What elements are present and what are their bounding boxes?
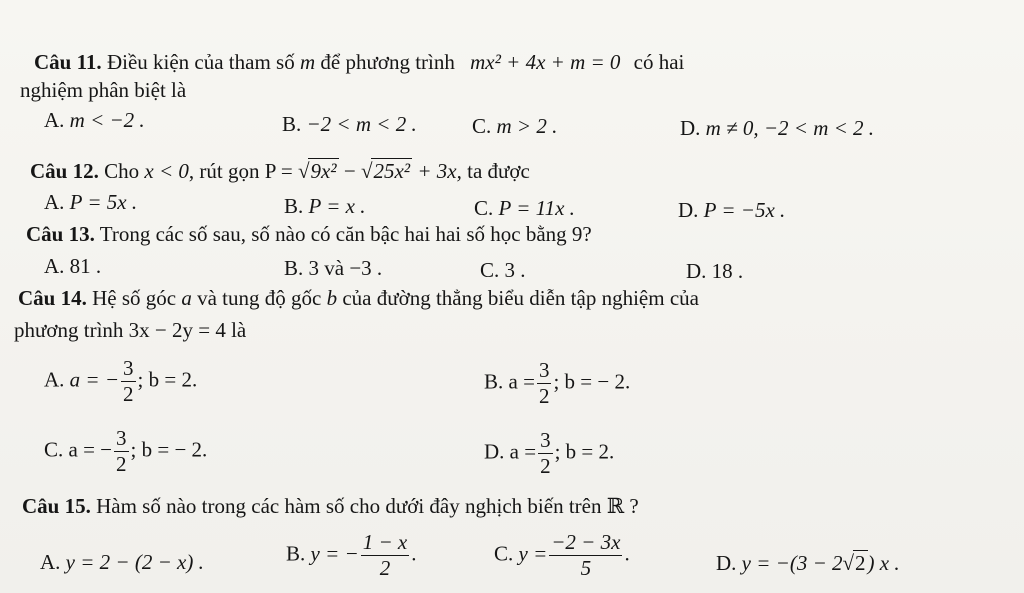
question-13-option-d <box>686 259 743 284</box>
option-key: D. <box>678 198 699 222</box>
question-14-option-a <box>44 358 197 405</box>
option-post: ; b = − 2. <box>130 437 208 462</box>
fraction-denominator: 2 <box>540 454 551 478</box>
question-12-stem-b: , rút gọn <box>188 159 260 183</box>
question-14-stem-b: và tung độ gốc <box>197 286 322 310</box>
option-key: A. <box>40 550 61 574</box>
option-post: ; b = 2. <box>554 439 615 464</box>
sqrt-icon: √ <box>297 159 310 183</box>
question-12-expr-tail: + 3x, <box>417 159 462 183</box>
option-pre: a = <box>508 369 535 394</box>
option-text: m ≠ 0, −2 < m < 2 . <box>705 116 875 140</box>
option-post: ; b = 2. <box>137 367 198 392</box>
question-14-option-b <box>484 360 630 407</box>
question-12-minus: − <box>343 159 356 183</box>
option-post: ; b = − 2. <box>553 369 631 394</box>
fraction-denominator: 2 <box>379 556 391 580</box>
fraction-denominator: 2 <box>538 384 550 408</box>
question-15-option-b <box>286 532 416 579</box>
option-key: D. <box>680 116 701 140</box>
question-15-label: Câu 15. <box>22 494 91 518</box>
question-12-line-1 <box>30 158 530 184</box>
option-text: P = x . <box>308 194 366 218</box>
question-15-option-a <box>40 550 204 575</box>
question-11-var-m: m <box>299 50 316 74</box>
question-11-option-d <box>680 116 874 141</box>
question-14-stem-a: Hệ số góc <box>92 286 177 310</box>
option-key: D. <box>716 551 737 575</box>
option-pre: a = − <box>69 367 120 392</box>
option-text: P = 11x . <box>498 196 575 220</box>
fraction-denominator: 2 <box>116 452 127 476</box>
fraction-numerator: −2 − 3x <box>551 530 621 554</box>
fraction-denominator: 2 <box>123 382 134 406</box>
fraction <box>537 360 552 407</box>
option-post: . <box>624 541 630 566</box>
question-12-radicand-1: 9x² <box>310 159 337 183</box>
question-14-line-2 <box>14 318 246 343</box>
sqrt-icon: √ <box>360 159 373 183</box>
question-11-option-a <box>44 108 145 133</box>
sqrt-icon: √ <box>842 551 855 575</box>
question-12-option-b <box>284 194 365 219</box>
question-15-option-d <box>716 550 900 576</box>
option-key: C. <box>44 437 64 462</box>
fraction-numerator: 3 <box>540 428 551 452</box>
option-key: C. <box>480 258 500 282</box>
question-15-option-c <box>494 532 630 579</box>
question-12-radicand-2: 25x² <box>373 159 411 183</box>
option-pre: a = − <box>68 437 113 462</box>
question-14-option-c <box>44 428 207 475</box>
option-pre: y = − <box>310 541 359 566</box>
question-11-stem-a: Điều kiện của tham số <box>106 50 295 74</box>
question-13-line-1 <box>26 222 592 247</box>
question-11-option-b <box>282 112 417 137</box>
question-14-stem-line2-b: là <box>231 318 247 342</box>
option-post: ) x . <box>867 551 900 575</box>
question-15-line-1 <box>22 494 639 519</box>
option-text: P = 5x . <box>69 190 138 214</box>
option-key: A. <box>44 367 65 392</box>
question-12-option-c <box>474 196 575 221</box>
option-text: 3 và −3 . <box>308 256 383 280</box>
question-11-label: Câu 11. <box>34 50 102 74</box>
fraction <box>361 532 410 579</box>
question-14-var-a: a <box>181 286 192 310</box>
question-14-stem-line2-a: phương trình <box>14 318 124 342</box>
fraction-numerator: 3 <box>538 358 550 382</box>
fraction <box>114 428 129 475</box>
question-12-stem-c: ta được <box>467 159 530 183</box>
question-12-stem-a: Cho <box>104 159 140 183</box>
question-11-stem-b: để phương trình <box>320 50 455 74</box>
option-pre: y = <box>518 541 548 566</box>
question-11-stem-c: có hai <box>633 50 685 74</box>
option-key: A. <box>44 108 65 132</box>
question-14-stem-c: của đường thẳng biểu diễn tập nghiệm của <box>342 286 699 310</box>
fraction <box>549 532 622 579</box>
option-pre: a = <box>509 439 537 464</box>
question-14-label: Câu 14. <box>18 286 87 310</box>
option-key: A. <box>44 190 65 214</box>
question-14-option-d <box>484 430 614 477</box>
question-13-option-a <box>44 254 101 279</box>
option-text: −2 < m < 2 . <box>306 112 417 136</box>
question-13-stem: Trong các số sau, số nào có căn bậc hai hai số học bằng 9? <box>99 222 592 246</box>
question-11-equation: mx² + 4x + m = 0 <box>470 50 621 74</box>
question-15-stem: Hàm số nào trong các hàm số cho dưới đây nghịch biến trên ℝ ? <box>96 494 639 518</box>
option-key: B. <box>286 541 306 566</box>
option-key: B. <box>484 369 504 394</box>
option-text: 3 . <box>504 258 526 282</box>
question-13-label: Câu 13. <box>26 222 95 246</box>
fraction-numerator: 3 <box>123 356 134 380</box>
option-key: C. <box>474 196 494 220</box>
question-12-expr-p: P = <box>264 159 293 183</box>
question-13-option-c <box>480 258 526 283</box>
radicand: 2 <box>855 551 866 575</box>
question-11-line-1 <box>34 50 684 75</box>
option-key: D. <box>484 439 505 464</box>
fraction <box>538 430 553 477</box>
option-key: C. <box>494 541 514 566</box>
question-11-option-c <box>472 114 557 139</box>
option-key: C. <box>472 114 492 138</box>
option-key: B. <box>284 256 304 280</box>
option-key: D. <box>686 259 707 283</box>
option-text: m < −2 . <box>69 108 145 132</box>
fraction-numerator: 1 − x <box>362 530 408 554</box>
option-key: B. <box>284 194 304 218</box>
option-text: 18 . <box>711 259 744 283</box>
question-12-condition: x < 0 <box>144 159 189 183</box>
question-12-option-d <box>678 198 785 223</box>
option-key: B. <box>282 112 302 136</box>
question-13-option-b <box>284 256 382 281</box>
question-14-var-b: b <box>326 286 338 310</box>
question-12-label: Câu 12. <box>30 159 99 183</box>
option-text: P = −5x . <box>703 198 786 222</box>
option-post: . <box>411 541 417 566</box>
question-14-equation: 3x − 2y = 4 <box>128 318 226 342</box>
fraction-denominator: 5 <box>580 556 592 580</box>
option-text: y = 2 − (2 − x) . <box>65 550 204 574</box>
question-14-line-1 <box>18 286 699 311</box>
fraction-numerator: 3 <box>116 426 127 450</box>
option-pre: y = −(3 − 2 <box>741 551 843 575</box>
option-text: 81 . <box>69 254 102 278</box>
fraction <box>121 358 136 405</box>
question-12-option-a <box>44 190 137 215</box>
option-text: m > 2 . <box>496 114 558 138</box>
question-11-line-2: nghiệm phân biệt là <box>20 78 187 102</box>
option-key: A. <box>44 254 65 278</box>
